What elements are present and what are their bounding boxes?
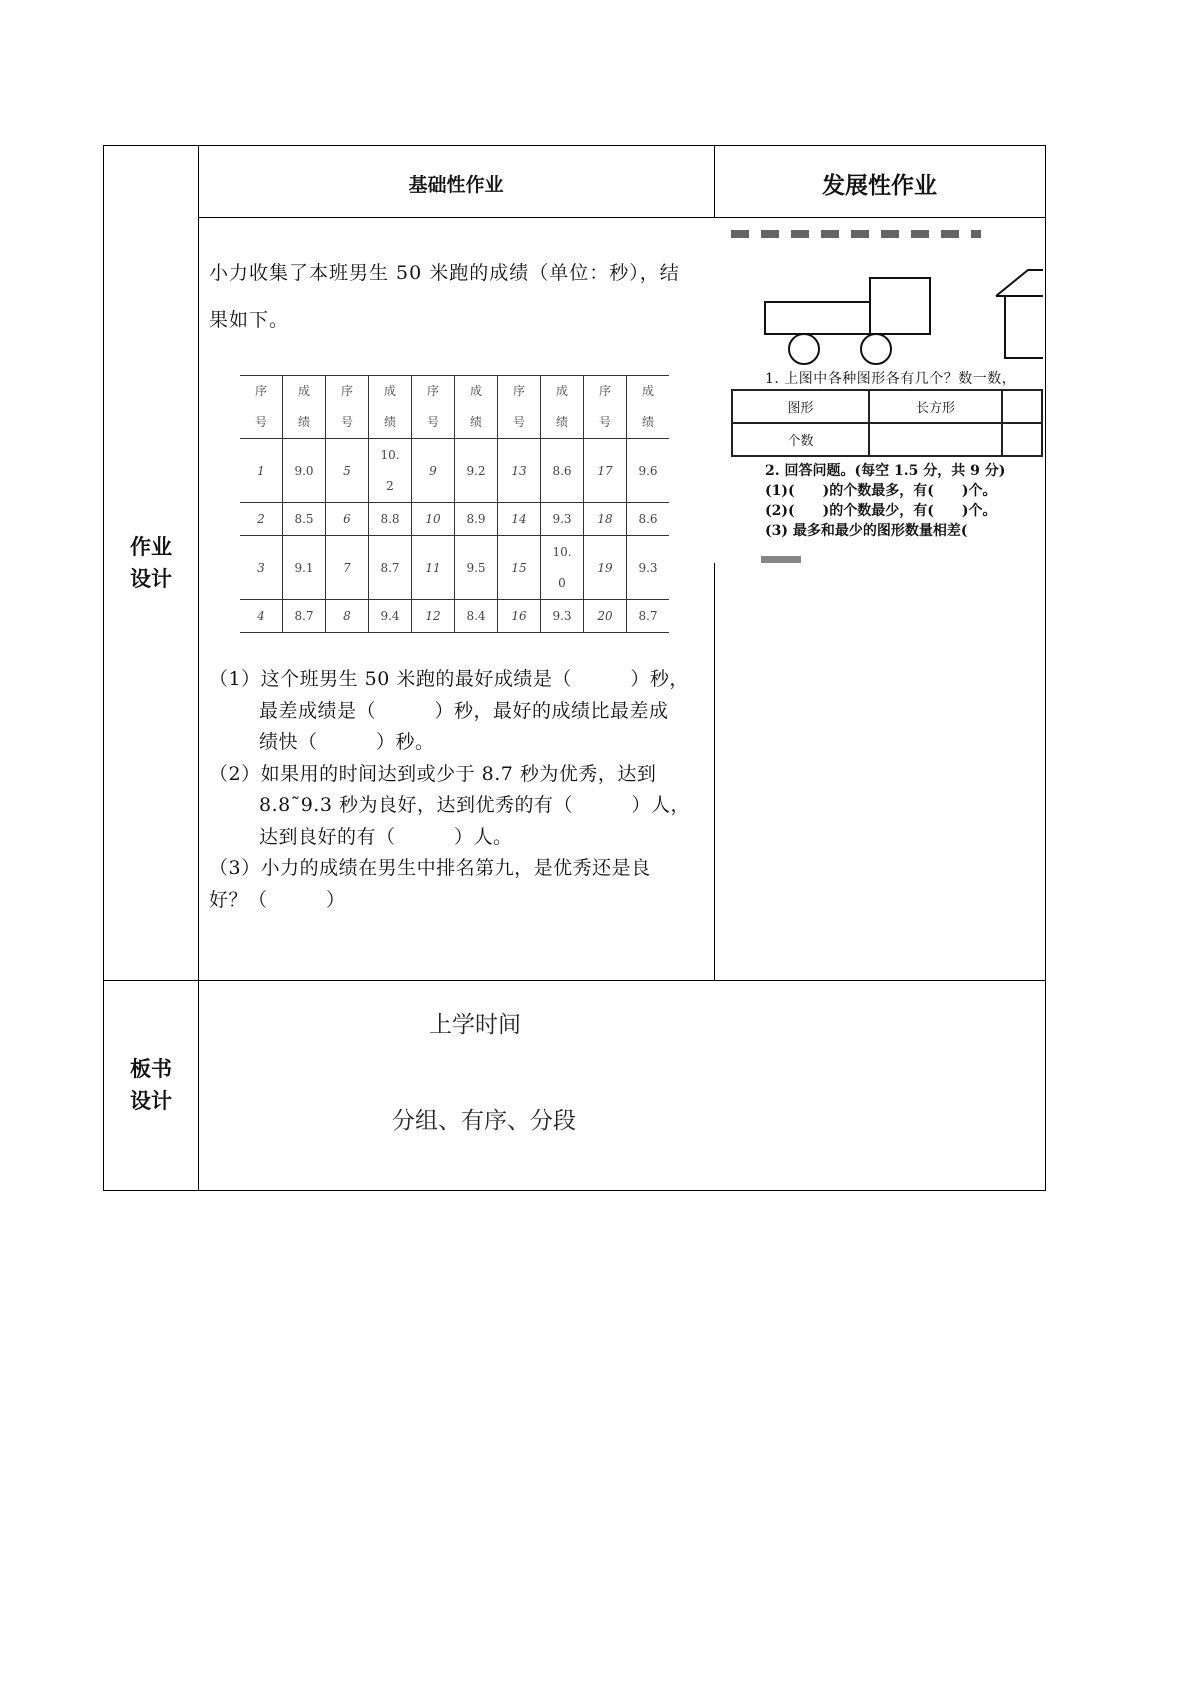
board-design-label <box>104 1053 198 1117</box>
score-table-header-row <box>240 376 669 439</box>
shape-count-table <box>731 389 1043 457</box>
question-1-line-1: （1）这个班男生 50 米跑的最好成绩是（ ）秒， <box>209 668 689 690</box>
count-answer-cell[interactable] <box>869 423 1002 456</box>
truck-body-rectangle <box>765 302 870 334</box>
table-left-border <box>103 145 104 1191</box>
development-homework-scan <box>713 218 1043 563</box>
dev-question-2-part-2: (2)( )的个数最少，有( )个。 <box>765 503 997 519</box>
dev-question-2 <box>765 461 1005 541</box>
rectangle-column-cell: 长方形 <box>869 390 1002 423</box>
header-score: 成 绩 <box>283 376 326 439</box>
table-row <box>240 600 669 633</box>
table-row <box>732 390 1042 423</box>
score-cell: 9.1 <box>283 536 326 600</box>
score-cell: 8.7 <box>627 600 670 633</box>
student-number: 4 <box>240 600 283 633</box>
student-number: 11 <box>412 536 455 600</box>
shape-label-cell: 图形 <box>732 390 869 423</box>
score-cell: 9.2 <box>455 439 498 503</box>
cropped-column-cell <box>1002 390 1042 423</box>
question-3-line-1: （3）小力的成绩在男生中排名第九，是优秀还是良 <box>209 857 651 879</box>
score-cell: 10. 0 <box>541 536 584 600</box>
basic-questions <box>209 664 709 916</box>
student-number: 9 <box>412 439 455 503</box>
header-number: 序 号 <box>584 376 627 439</box>
header-number: 序 号 <box>326 376 369 439</box>
score-cell: 9.0 <box>283 439 326 503</box>
student-number: 1 <box>240 439 283 503</box>
student-number: 18 <box>584 503 627 536</box>
board-keywords: 分组、有序、分段 <box>392 1108 576 1134</box>
question-2-line-2: 8.8˜9.3 秒为良好，达到优秀的有（ ）人， <box>259 794 690 816</box>
student-number: 20 <box>584 600 627 633</box>
student-number: 16 <box>498 600 541 633</box>
student-number: 19 <box>584 536 627 600</box>
student-number: 2 <box>240 503 283 536</box>
table-top-border <box>103 145 1046 146</box>
intro-line-2: 果如下。 <box>209 309 290 331</box>
student-number: 12 <box>412 600 455 633</box>
table-row <box>240 536 669 600</box>
score-cell: 10. 2 <box>369 439 412 503</box>
header-score: 成 绩 <box>541 376 584 439</box>
student-number: 15 <box>498 536 541 600</box>
truck-cab-square <box>870 278 930 334</box>
cropped-text-fragment <box>761 556 801 563</box>
score-cell: 9.3 <box>541 503 584 536</box>
cropped-answer-cell[interactable] <box>1002 423 1042 456</box>
score-cell: 9.3 <box>541 600 584 633</box>
header-score: 成 绩 <box>369 376 412 439</box>
table-row <box>240 439 669 503</box>
student-number: 3 <box>240 536 283 600</box>
score-cell: 8.8 <box>369 503 412 536</box>
score-cell: 8.6 <box>627 503 670 536</box>
score-cell: 8.7 <box>283 600 326 633</box>
student-number: 7 <box>326 536 369 600</box>
score-cell: 9.3 <box>627 536 670 600</box>
score-cell: 8.7 <box>369 536 412 600</box>
score-table <box>240 375 669 633</box>
header-number: 序 号 <box>412 376 455 439</box>
homework-design-label <box>104 531 198 595</box>
student-number: 13 <box>498 439 541 503</box>
score-cell: 8.6 <box>541 439 584 503</box>
board-label-line2: 设计 <box>130 1089 172 1113</box>
question-3-line-2: 好？（ ） <box>209 888 346 911</box>
table-right-border <box>1045 145 1046 1191</box>
basic-intro-text <box>209 250 709 344</box>
student-number: 10 <box>412 503 455 536</box>
dev-question-1: 1. 上图中各种图形各有几个？数一数， <box>765 371 1017 387</box>
question-2-line-3: 达到良好的有（ ）人。 <box>259 825 513 848</box>
table-bottom-border <box>103 1190 1046 1191</box>
score-cell: 9.4 <box>369 600 412 633</box>
development-homework-header: 发展性作业 <box>822 173 937 199</box>
dev-question-2-part-1: (1)( )的个数最多，有( )个。 <box>765 483 997 499</box>
question-1-line-3: 绩快（ ）秒。 <box>259 731 435 753</box>
intro-line-1: 小力收集了本班男生 50 米跑的成绩（单位：秒），结 <box>209 262 680 284</box>
header-number: 序 号 <box>498 376 541 439</box>
header-number: 序 号 <box>240 376 283 439</box>
homework-label-line2: 设计 <box>130 567 172 591</box>
section-divider <box>103 980 1046 981</box>
shapes-figure <box>713 218 1043 368</box>
question-2-line-1: （2）如果用的时间达到或少于 8.7 秒为优秀，达到 <box>209 762 657 785</box>
student-number: 14 <box>498 503 541 536</box>
question-1-line-2: 最差成绩是（ ）秒，最好的成绩比最差成 <box>259 699 669 722</box>
truck-wheel-circle <box>789 334 819 364</box>
student-number: 8 <box>326 600 369 633</box>
header-score: 成 绩 <box>627 376 670 439</box>
score-cell: 9.5 <box>455 536 498 600</box>
board-label-line1: 板书 <box>130 1057 172 1081</box>
label-column-border <box>198 145 199 1191</box>
truck-figure <box>765 278 930 364</box>
student-number: 17 <box>584 439 627 503</box>
score-cell: 8.5 <box>283 503 326 536</box>
truck-wheel-circle <box>861 334 891 364</box>
board-title: 上学时间 <box>429 1012 521 1038</box>
house-figure <box>996 270 1043 358</box>
score-cell: 9.6 <box>627 439 670 503</box>
count-label-cell: 个数 <box>732 423 869 456</box>
homework-label-line1: 作业 <box>130 535 172 559</box>
house-roof-triangle <box>996 270 1043 296</box>
dev-question-2-title: 2. 回答问题。(每空 1.5 分，共 9 分) <box>765 463 1006 479</box>
student-number: 5 <box>326 439 369 503</box>
dev-question-2-part-3: (3) 最多和最少的图形数量相差( <box>765 523 968 539</box>
house-wall-rectangle <box>1005 296 1043 358</box>
basic-homework-header: 基础性作业 <box>408 174 504 196</box>
score-cell: 8.4 <box>455 600 498 633</box>
header-score: 成 绩 <box>455 376 498 439</box>
score-cell: 8.9 <box>455 503 498 536</box>
student-number: 6 <box>326 503 369 536</box>
table-row <box>240 503 669 536</box>
table-row <box>732 423 1042 456</box>
